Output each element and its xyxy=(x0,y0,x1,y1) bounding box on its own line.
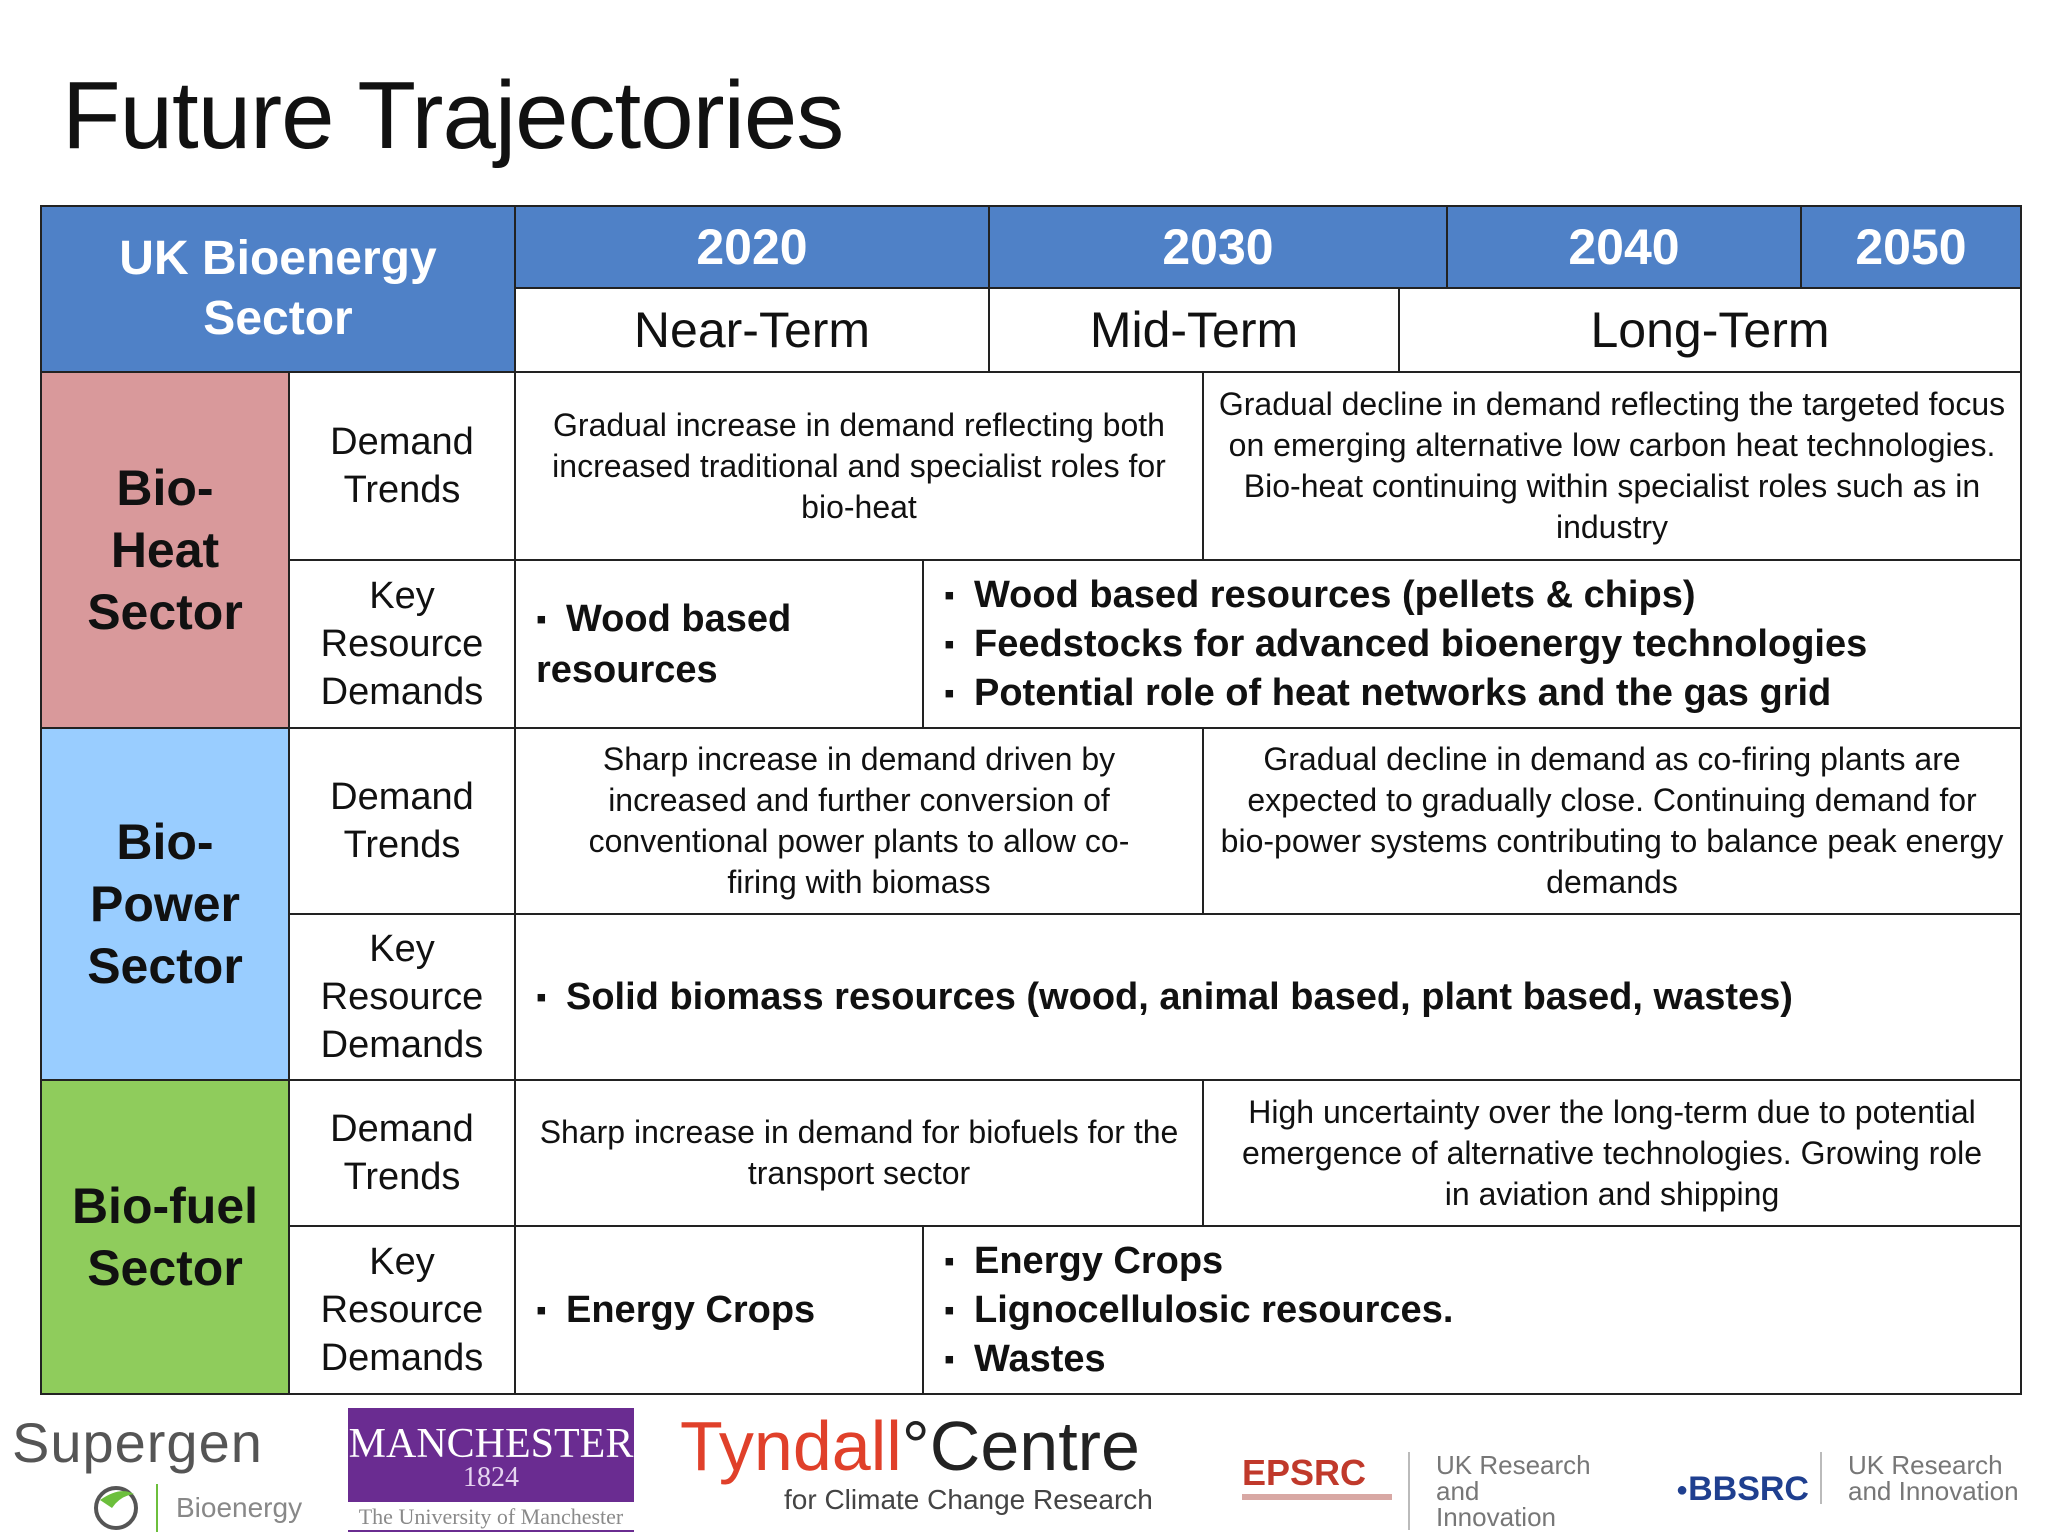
row-label-resources xyxy=(288,1225,516,1395)
heat-demand-near xyxy=(514,371,1204,561)
manchester-year: 1824 xyxy=(463,1462,519,1493)
tyndall-logo xyxy=(680,1406,1140,1486)
bullet-item: ▪ Solid biomass resources (wood, animal based, plant based, wastes) xyxy=(536,975,1793,1018)
tyndall-centre-wordmark: °Centre xyxy=(901,1407,1140,1485)
row-label-text: Key Resource Demands xyxy=(320,1241,484,1379)
sector-label: Bio-fuel Sector xyxy=(71,1178,259,1296)
cell-text: Gradual decline in demand as co-firing plants are expected to gradually close. Continuing demand for bio-power systems contributing to balance peak energy demands xyxy=(1220,741,2004,900)
sector-bio-fuel xyxy=(40,1079,290,1395)
bullet-list xyxy=(944,1237,1453,1384)
bullet-item: ▪ Energy Crops xyxy=(536,1288,816,1331)
supergen-sub-text: Bioenergy xyxy=(176,1492,303,1523)
header-sector-text: UK Bioenergy Sector xyxy=(119,232,437,345)
bullet-item: ▪ Wood based resources (pellets & chips) xyxy=(944,571,1867,620)
bullet-item: ▪ Energy Crops xyxy=(944,1237,1453,1286)
header-year-2040 xyxy=(1446,205,1802,289)
header-year-2030 xyxy=(988,205,1448,289)
fuel-demand-long xyxy=(1202,1079,2022,1227)
bullet-item: ▪ Wastes xyxy=(944,1335,1453,1384)
bullet-item: ▪ Lignocellulosic resources. xyxy=(944,1286,1453,1335)
tyndall-subtitle: for Climate Change Research xyxy=(784,1484,1153,1515)
term-long xyxy=(1398,287,2022,373)
row-label-text: Demand Trends xyxy=(330,776,474,866)
bbsrc-dots-icon: ● xyxy=(1676,1479,1689,1501)
supergen-bioenergy-logo xyxy=(90,1478,310,1538)
sector-bio-power xyxy=(40,727,290,1081)
term-mid xyxy=(988,287,1400,373)
tyndall-wordmark: Tyndall xyxy=(680,1407,902,1485)
fuel-resources-near xyxy=(514,1225,924,1395)
row-label-resources xyxy=(288,559,516,729)
term-label: Near-Term xyxy=(633,302,871,358)
sector-label: Bio-Heat Sector xyxy=(87,460,243,640)
row-label-text: Key Resource Demands xyxy=(320,928,484,1066)
epsrc-logo: EPSRC xyxy=(1242,1452,1367,1493)
power-resources xyxy=(514,913,2022,1081)
bullet-item: ▪ Wood based resources xyxy=(536,597,792,691)
cell-text: High uncertainty over the long-term due to potential emergence of alternative technologies. Growing role in aviation and shipping xyxy=(1242,1093,1982,1212)
term-label: Long-Term xyxy=(1590,302,1830,358)
bbsrc-wordmark: BBSRC xyxy=(1688,1470,1809,1508)
row-label-text: Key Resource Demands xyxy=(320,575,484,713)
year-label: 2050 xyxy=(1855,219,1967,275)
header-year-2020 xyxy=(514,205,990,289)
sector-bio-heat xyxy=(40,371,290,729)
year-label: 2030 xyxy=(1162,219,1274,275)
power-demand-near xyxy=(514,727,1204,915)
cell-text: Sharp increase in demand for biofuels for the transport sector xyxy=(539,1114,1179,1191)
year-label: 2020 xyxy=(696,219,808,275)
bullet-item: ▪ Potential role of heat networks and the gas grid xyxy=(944,669,1867,718)
fuel-demand-near xyxy=(514,1079,1204,1227)
power-demand-long xyxy=(1202,727,2022,915)
row-label-resources xyxy=(288,913,516,1081)
supergen-wordmark: Supergen xyxy=(12,1411,263,1474)
row-label-demand xyxy=(288,727,516,915)
year-label: 2040 xyxy=(1568,219,1680,275)
sector-label: Bio-Power Sector xyxy=(87,814,243,994)
ukri-logo: UK Research and Innovation xyxy=(1408,1452,1606,1530)
manchester-subtitle: The University of Manchester xyxy=(348,1502,634,1530)
row-label-demand xyxy=(288,1079,516,1227)
ukri-logo: UK Research and Innovation xyxy=(1820,1452,2048,1504)
bullet-list xyxy=(944,571,1867,718)
page-title: Future Trajectories xyxy=(62,62,844,169)
term-near xyxy=(514,287,990,373)
header-year-2050 xyxy=(1800,205,2022,289)
bbsrc-logo xyxy=(1676,1470,1809,1509)
row-label-text: Demand Trends xyxy=(330,421,474,511)
row-label-demand xyxy=(288,371,516,561)
bullet-item: ▪ Feedstocks for advanced bioenergy technologies xyxy=(944,620,1867,669)
manchester-wordmark: MANCHESTER xyxy=(348,1421,634,1467)
heat-resources-near xyxy=(514,559,924,729)
supergen-logo xyxy=(12,1410,263,1475)
heat-resources-long xyxy=(922,559,2022,729)
cell-text: Sharp increase in demand driven by increased and further conversion of conventional power plants to allow co-firing with biomass xyxy=(588,741,1130,900)
heat-demand-long xyxy=(1202,371,2022,561)
leaf-icon xyxy=(90,1478,146,1534)
cell-text: Gradual increase in demand reflecting both increased traditional and specialist roles for bio-heat xyxy=(552,406,1166,525)
term-label: Mid-Term xyxy=(1089,302,1299,358)
row-label-text: Demand Trends xyxy=(330,1108,474,1198)
epsrc-tagline-bar xyxy=(1242,1494,1392,1500)
cell-text: Gradual decline in demand reflecting the targeted focus on emerging alternative low carbon heat technologies. Bio-heat continuing within specialist roles such as in industry xyxy=(1218,386,2006,545)
fuel-resources-long xyxy=(922,1225,2022,1395)
header-sector-label xyxy=(40,205,516,373)
